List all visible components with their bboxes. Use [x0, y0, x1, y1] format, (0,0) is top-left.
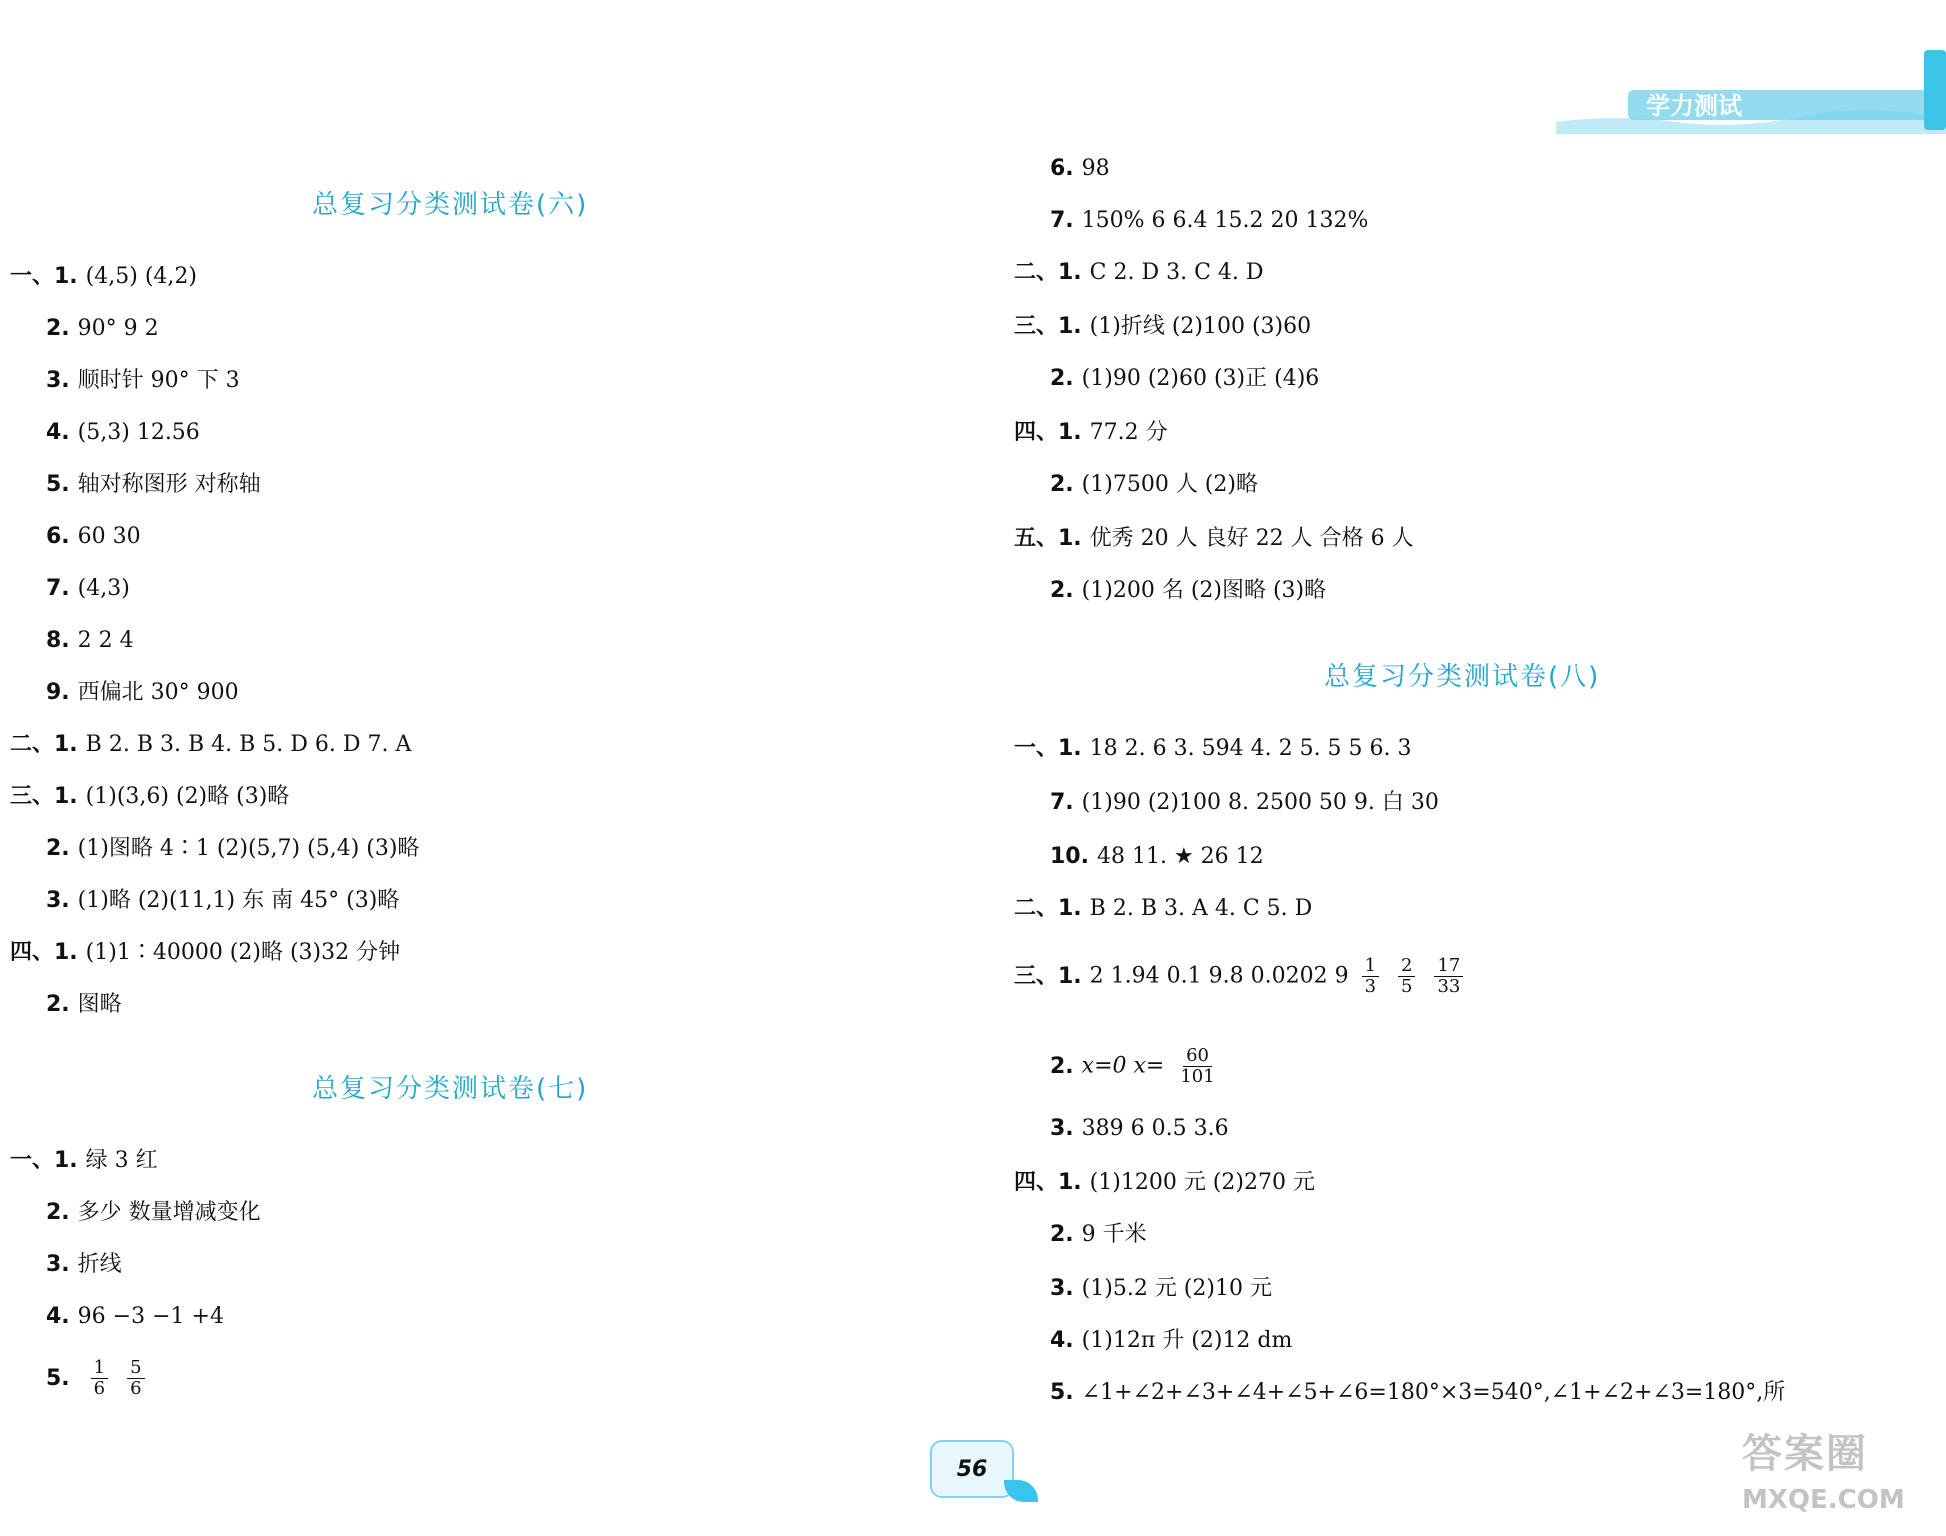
- answer-line: 2. 90° 9 2: [46, 316, 159, 341]
- answer-line: 5. ∠1+∠2+∠3+∠4+∠5+∠6=180°×3=540°,∠1+∠2+∠3=180°,所: [1050, 1380, 1786, 1405]
- answer-line: 三、1. (1)折线 (2)100 (3)60: [1014, 314, 1312, 339]
- fraction: $\frac{1}{3}$: [1362, 956, 1379, 997]
- answer-line: 6. 60 30: [46, 524, 141, 549]
- answer-line: 4. (5,3) 12.56: [46, 420, 200, 445]
- section-title-6: 总复习分类测试卷(六): [312, 190, 589, 220]
- answer-line: 2. (1)7500 人 (2)略: [1050, 472, 1258, 497]
- answer-line: 五、1. 优秀 20 人 良好 22 人 合格 6 人: [1014, 526, 1414, 551]
- answer-line: 9. 西偏北 30° 900: [46, 680, 239, 705]
- fraction: $\frac{60}{101}$: [1180, 1045, 1215, 1087]
- watermark: [1742, 1422, 1932, 1522]
- answer-line: 5. 轴对称图形 对称轴: [46, 472, 261, 497]
- answer-line-fractions: 5. $\frac{1}{6}$ $\frac{5}{6}$: [46, 1358, 151, 1399]
- page-number: 56: [930, 1440, 1014, 1498]
- answer-line: 2. (1)图略 4∶1 (2)(5,7) (5,4) (3)略: [46, 836, 420, 861]
- answer-line: 2. 多少 数量增减变化: [46, 1200, 261, 1225]
- answer-line: 四、1. (1)1200 元 (2)270 元: [1014, 1170, 1315, 1195]
- answer-line: 6. 98: [1050, 156, 1110, 181]
- fraction: $\frac{17}{33}$: [1434, 956, 1463, 997]
- answer-line: 2. (1)90 (2)60 (3)正 (4)6: [1050, 366, 1320, 391]
- fraction: $\frac{2}{5}$: [1398, 956, 1415, 997]
- answer-line-fractions: 三、1. 2 1.94 0.1 9.8 0.0202 9 $\frac{1}{3}$ $\frac{2}{5}$ $\frac{17}{33}$: [1014, 956, 1469, 997]
- answer-line: 三、1. (1)(3,6) (2)略 (3)略: [10, 784, 290, 809]
- answer-line: 3. 折线: [46, 1252, 122, 1277]
- answer-line: 一、1. 18 2. 6 3. 594 4. 2 5. 5 5 6. 3: [1014, 736, 1412, 761]
- answer-line: 四、1. (1)1∶40000 (2)略 (3)32 分钟: [10, 940, 401, 965]
- answer-line: 4. (1)12π 升 (2)12 dm: [1050, 1328, 1293, 1353]
- answer-line: 3. (1)5.2 元 (2)10 元: [1050, 1276, 1272, 1301]
- brand-text: 学力测试: [1646, 92, 1742, 120]
- answer-line: 3. 389 6 0.5 3.6: [1050, 1116, 1229, 1141]
- answer-line: 10. 48 11. ★ 26 12: [1050, 844, 1264, 869]
- brand-banner: [1556, 44, 1946, 134]
- answer-line: 7. 150% 6 6.4 15.2 20 132%: [1050, 208, 1369, 233]
- answer-line: 二、1. C 2. D 3. C 4. D: [1014, 260, 1264, 285]
- answer-line: 7. (1)90 (2)100 8. 2500 50 9. 白 30: [1050, 790, 1439, 815]
- answer-line: 二、1. B 2. B 3. B 4. B 5. D 6. D 7. A: [10, 732, 412, 757]
- fraction: $\frac{1}{6}$: [91, 1358, 108, 1399]
- answer-line: 四、1. 77.2 分: [1014, 420, 1168, 445]
- watermark-domain: MXQE.COM: [1742, 1485, 1905, 1515]
- answer-line: 2. (1)200 名 (2)图略 (3)略: [1050, 578, 1327, 603]
- leaf-icon: [1004, 1480, 1038, 1502]
- watermark-logo: 答案圈: [1742, 1431, 1868, 1477]
- answer-line: 3. 顺时针 90° 下 3: [46, 368, 240, 393]
- answer-line: 4. 96 −3 −1 +4: [46, 1304, 224, 1329]
- section-title-8: 总复习分类测试卷(八): [1324, 662, 1601, 692]
- answer-line: 二、1. B 2. B 3. A 4. C 5. D: [1014, 896, 1313, 921]
- answer-line: 一、1. 绿 3 红: [10, 1148, 158, 1173]
- answer-line: 2. 图略: [46, 992, 122, 1017]
- answer-line-fractions: 2. x=0 x= $\frac{60}{101}$: [1050, 1046, 1224, 1087]
- fraction: $\frac{5}{6}$: [127, 1358, 144, 1399]
- answer-line: 3. (1)略 (2)(11,1) 东 南 45° (3)略: [46, 888, 400, 913]
- answer-line: 8. 2 2 4: [46, 628, 134, 653]
- answer-line: 2. 9 千米: [1050, 1222, 1147, 1247]
- answer-line: 7. (4,3): [46, 576, 130, 601]
- section-title-7: 总复习分类测试卷(七): [312, 1074, 589, 1104]
- answer-line: 一、1. (4,5) (4,2): [10, 264, 197, 289]
